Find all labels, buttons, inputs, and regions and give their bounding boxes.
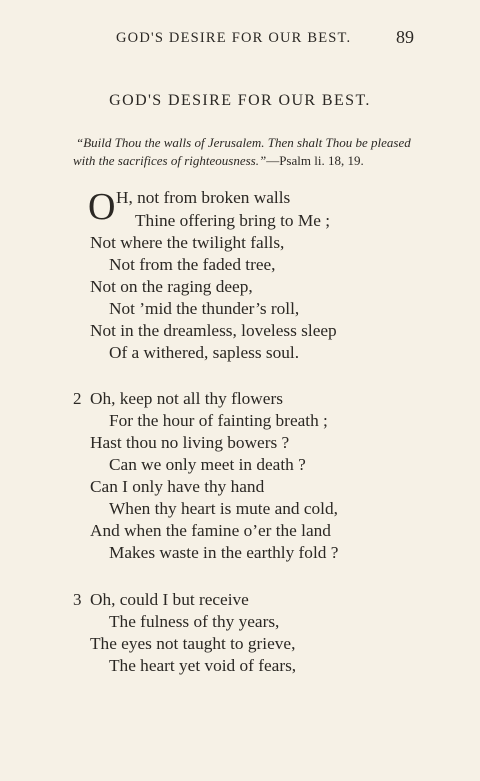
verse-line: Not where the twilight falls, <box>90 233 285 252</box>
stanza-number: 2 <box>73 389 82 408</box>
drop-cap: O <box>88 186 116 228</box>
page-number: 89 <box>396 27 414 47</box>
verse-line: Not ’mid the thunder’s roll, <box>109 299 300 318</box>
verse-line: Not from the faded tree, <box>109 255 276 274</box>
verse-line: Makes waste in the earthly fold ? <box>109 543 339 562</box>
verse-line: Can we only meet in death ? <box>109 455 306 474</box>
verse-line: And when the famine o’er the land <box>90 521 331 540</box>
epigraph-text: with the sacrifices of righteousness.” <box>73 153 267 168</box>
verse-line: Not in the dreamless, loveless sleep <box>90 321 337 340</box>
verse-line: Thine offering bring to Me ; <box>135 211 331 230</box>
verse-line: When thy heart is mute and cold, <box>109 499 338 518</box>
verse-line: Not on the raging deep, <box>90 277 253 296</box>
epigraph-reference: —Psalm li. 18, 19. <box>266 153 364 168</box>
verse-line: Oh, could I but receive <box>90 590 249 609</box>
verse-line: H, not from broken walls <box>116 188 291 207</box>
verse-line: Can I only have thy hand <box>90 477 265 496</box>
hymn-title: GOD'S DESIRE FOR OUR BEST. <box>109 92 371 109</box>
stanza-number: 3 <box>73 590 82 609</box>
epigraph <box>73 134 421 170</box>
verse-line: The heart yet void of fears, <box>109 656 297 675</box>
verse-line: For the hour of fainting breath ; <box>109 411 328 430</box>
running-head <box>0 27 480 50</box>
verse-line: Oh, keep not all thy flowers <box>90 389 283 408</box>
running-title: GOD'S DESIRE FOR OUR BEST. <box>116 30 352 46</box>
epigraph-line-1: “Build Thou the walls of Jerusalem. Then shalt Thou be pleased <box>76 135 411 150</box>
verse-line: The fulness of thy years, <box>109 612 280 631</box>
epigraph-line-2 <box>73 152 421 170</box>
verse-line: Hast thou no living bowers ? <box>90 433 290 452</box>
verse-line: The eyes not taught to grieve, <box>90 634 296 653</box>
verse-line: Of a withered, sapless soul. <box>109 343 300 362</box>
